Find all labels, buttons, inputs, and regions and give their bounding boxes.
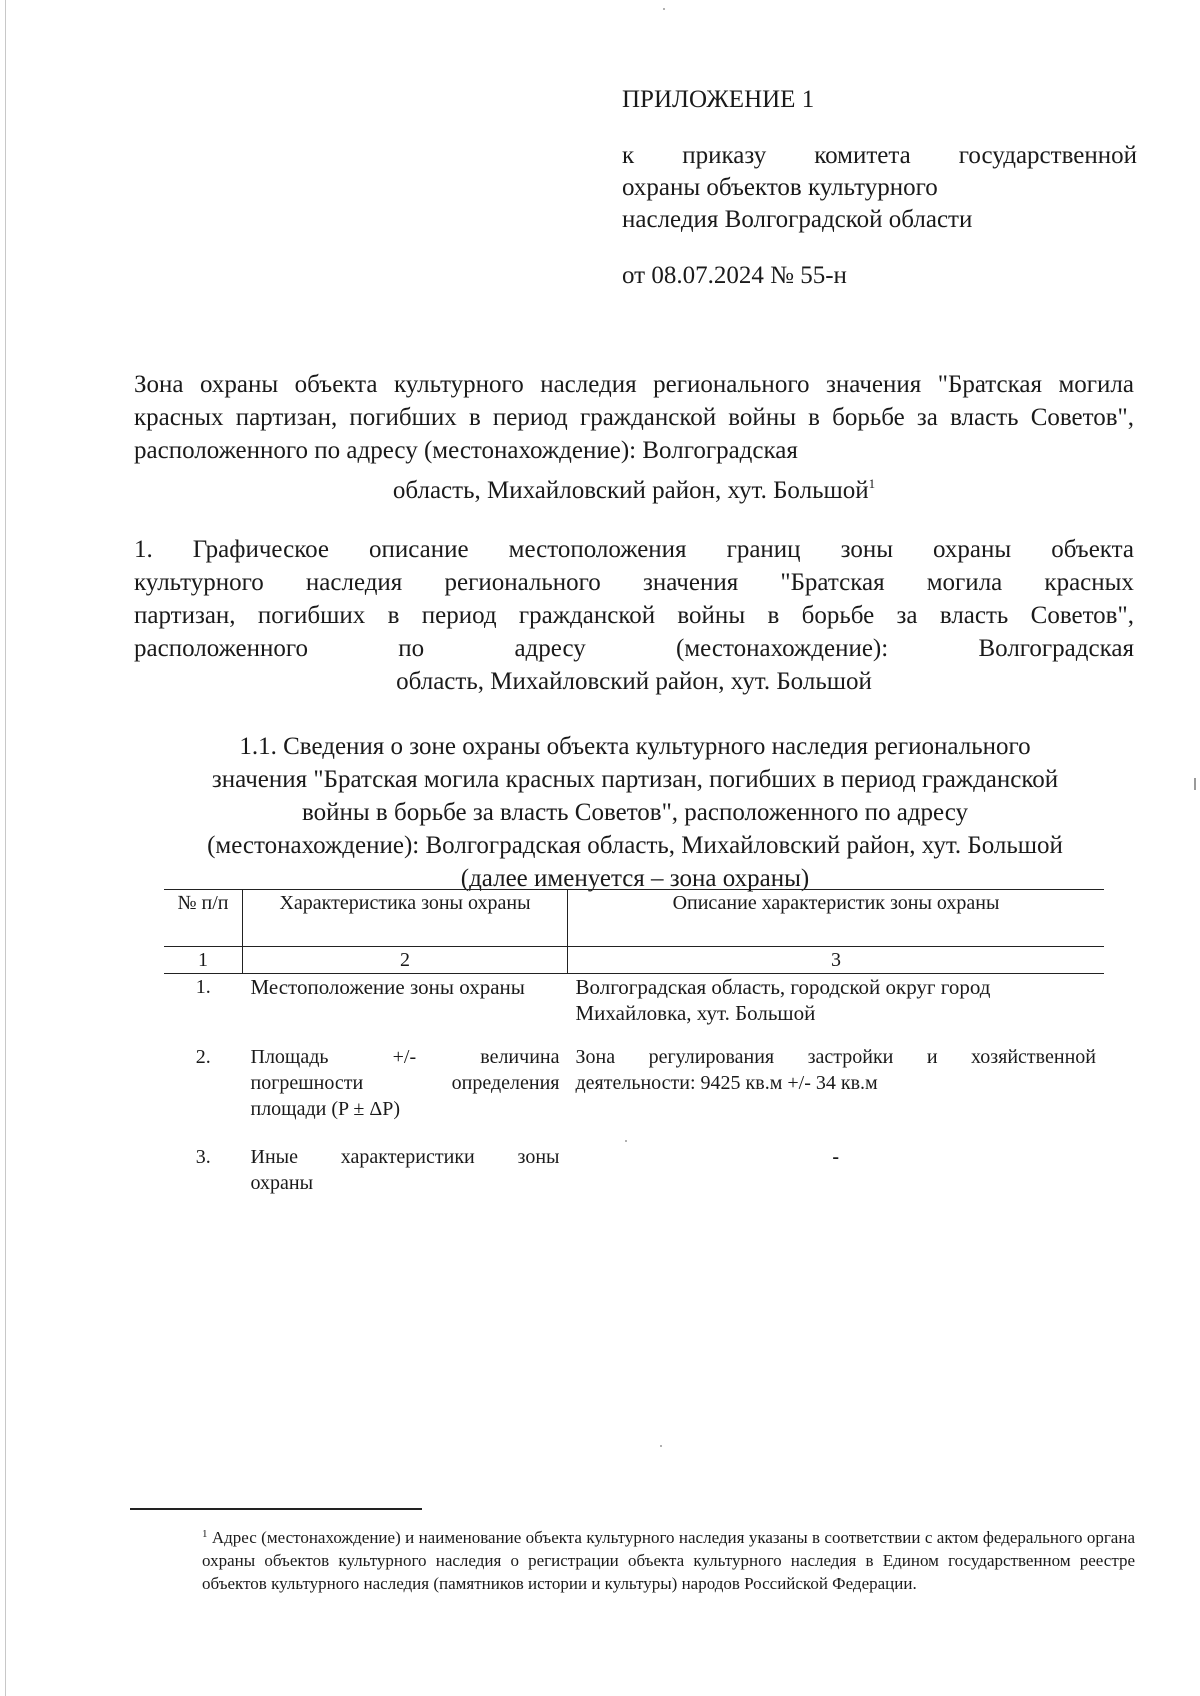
footnote-mark: 1	[202, 1528, 208, 1540]
subsection-1-1-heading: 1.1. Сведения о зоне охраны объекта культурного наследия регионального значения "Братская могила красных партизан, погибших в период гражданской войны в борьбе за власть Советов", расположенного по адресу (местонахождение): Волгоградская область, Михайловский район, хут. Большой (далее именуется – зона охраны)	[207, 733, 1063, 892]
footnote-separator	[130, 1508, 422, 1510]
zone-info-table	[164, 889, 1104, 1214]
section-1-heading	[134, 533, 1134, 698]
row-characteristic: Площадь +/- величина погрешности определения площади (P ± ΔP)	[250, 1046, 560, 1120]
table-column-number: 1	[164, 947, 243, 974]
scan-edge-line	[5, 0, 6, 1696]
order-reference-line-2: охраны объектов культурного	[622, 174, 938, 201]
row-number: 1.	[195, 976, 211, 998]
appendix-header	[622, 84, 1137, 292]
footnote-reference: 1	[868, 476, 876, 491]
section-1-line: культурного наследия регионального значения "Братская могила красных	[134, 569, 1134, 596]
order-reference-line-1: к приказу комитета государственной	[622, 142, 1137, 169]
scan-speck	[663, 8, 665, 10]
order-reference-line-3: наследия Волгоградской области	[622, 206, 973, 233]
table-column-number-row	[164, 947, 1104, 974]
row-number: 2.	[195, 1046, 211, 1068]
order-reference	[622, 140, 1137, 236]
table-header-row	[164, 890, 1104, 947]
row-description: Зона регулирования застройки и хозяйственной деятельности: 9425 кв.м +/- 34 кв.м	[575, 1046, 1096, 1094]
table-header-cell: № п/п	[164, 890, 243, 947]
order-date: от 08.07.2024 № 55-н	[622, 262, 847, 289]
section-1-line: расположенного по адресу (местонахождение): Волгоградская	[134, 635, 1134, 662]
zone-title	[134, 368, 1134, 507]
table-column-number: 3	[568, 947, 1105, 974]
row-characteristic: Местоположение зоны охраны	[250, 975, 525, 999]
row-description: -	[832, 1146, 840, 1168]
section-1-line: 1. Графическое описание местоположения границ зоны охраны объекта	[134, 536, 1134, 563]
row-characteristic: Иные характеристики зоны охраны	[250, 1146, 560, 1194]
zone-title-last-line: область, Михайловский район, хут. Большой$^1$	[392, 476, 876, 504]
footnote	[130, 1523, 1135, 1595]
zone-title-text: Зона охраны объекта культурного наследия регионального значения "Братская могила красных партизан, погибших в период гражданской войны в борьбе за власть Советов", расположенного по адресу (местонахождение): Волгоградская	[134, 371, 1134, 464]
row-description: Волгоградская область, городской округ город Михайловка, хут. Большой	[575, 975, 991, 1025]
scan-speck	[660, 1445, 662, 1447]
scan-mark	[1194, 778, 1196, 790]
table-column-number: 2	[243, 947, 568, 974]
section-1-line: область, Михайловский район, хут. Большой	[396, 668, 872, 695]
row-number: 3.	[195, 1146, 211, 1168]
footnote-text: Адрес (местонахождение) и наименование объекта культурного наследия указаны в соответствии с актом федерального органа охраны объектов культурного наследия о регистрации объекта культурного наследия в Едином государственном реестре объектов культурного наследия (памятников истории и культуры) народов Российской Федерации.	[202, 1528, 1135, 1593]
appendix-title: ПРИЛОЖЕНИЕ 1	[622, 86, 815, 113]
table-row	[164, 1144, 1104, 1214]
table-row	[164, 974, 1104, 1045]
table-header-cell: Характеристика зоны охраны	[243, 890, 568, 947]
section-1-line: партизан, погибших в период гражданской войны в борьбе за власть Советов",	[134, 602, 1134, 629]
table-row	[164, 1044, 1104, 1144]
table-header-cell: Описание характеристик зоны охраны	[568, 890, 1105, 947]
